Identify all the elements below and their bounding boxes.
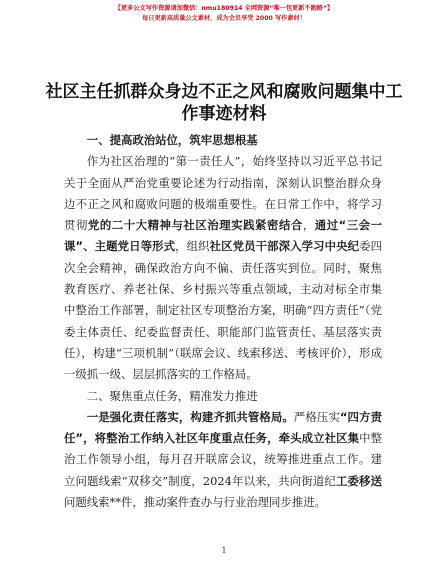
bold-text-run: “四方责任”，将整治工作纳入社区年度重点任务，牵头成立社区集 bbox=[64, 409, 382, 446]
promo-banner bbox=[0, 4, 448, 24]
text-run: ，组织 bbox=[175, 239, 210, 254]
section-1-paragraph bbox=[64, 151, 382, 385]
document-body bbox=[64, 130, 382, 513]
document-title: 社区主任抓群众身边不正之风和腐败问题集中工作事迹材料 bbox=[45, 82, 403, 124]
bold-text-run: 党的二十大精神与社区治理实践紧密结合 bbox=[87, 218, 303, 233]
text-run: 中整治工作领导小组，每月召开联席会议，统筹推进重点工作。建立问题线索“双移交”制度，2024年以来，共向街道纪 bbox=[64, 431, 382, 488]
text-run: 问题线索**件，推动案件查办与行业治理同步推进。 bbox=[64, 495, 326, 510]
bold-text-run: 社区党员干部深入学习中央纪 bbox=[209, 239, 360, 254]
text-run: 委四次全会精神，确保政治方向不偏、责任落实到位。同时，聚焦教育医疗、养老社保、乡村振兴等重点领域，主动对标全市集中整治工作部署，制定社区专项整治方案，明确“四方责任”（党委主体责任、纪委监督责任、职能部门监管责任、基层落实责任），构建“三项机制”（联席会议、线索移送、考核评价），形成一级抓一级、层层抓落实的工作格局。 bbox=[64, 239, 382, 382]
section-2-heading: 二、聚焦重点任务，精准发力推进 bbox=[86, 388, 258, 403]
section-1-heading: 一、提高政治站位，筑牢思想根基 bbox=[86, 133, 258, 147]
promo-banner-line1: 【更多公文写作资源请加微信：nmu180914 全网资源“唯一包更新不跑路”】 bbox=[114, 5, 334, 12]
text-run: 作为社区治理的“第一责任人”，始终坚持以习近平总书记关于全面从严治党重要论述为行动指南，深刻认识整治群众身边不正之风和腐败问题的极端重要性。在日常工作中，将学习贯彻 bbox=[64, 154, 382, 233]
bold-text-run: 一是强化责任落实，构建齐抓共管格局。 bbox=[86, 409, 294, 424]
text-run: ， bbox=[302, 218, 315, 233]
text-run: 严格压实 bbox=[293, 409, 340, 424]
bold-text-run: 工委移送 bbox=[335, 473, 382, 488]
page-number: 1 bbox=[221, 546, 227, 555]
bold-text-run: 通过“三会一课”、主题党日等形式 bbox=[64, 218, 382, 254]
section-2-paragraph bbox=[64, 407, 382, 513]
promo-banner-line2: 每日更新高质量公文素材，成为会员享受 2000 写作素材！ bbox=[142, 15, 306, 22]
